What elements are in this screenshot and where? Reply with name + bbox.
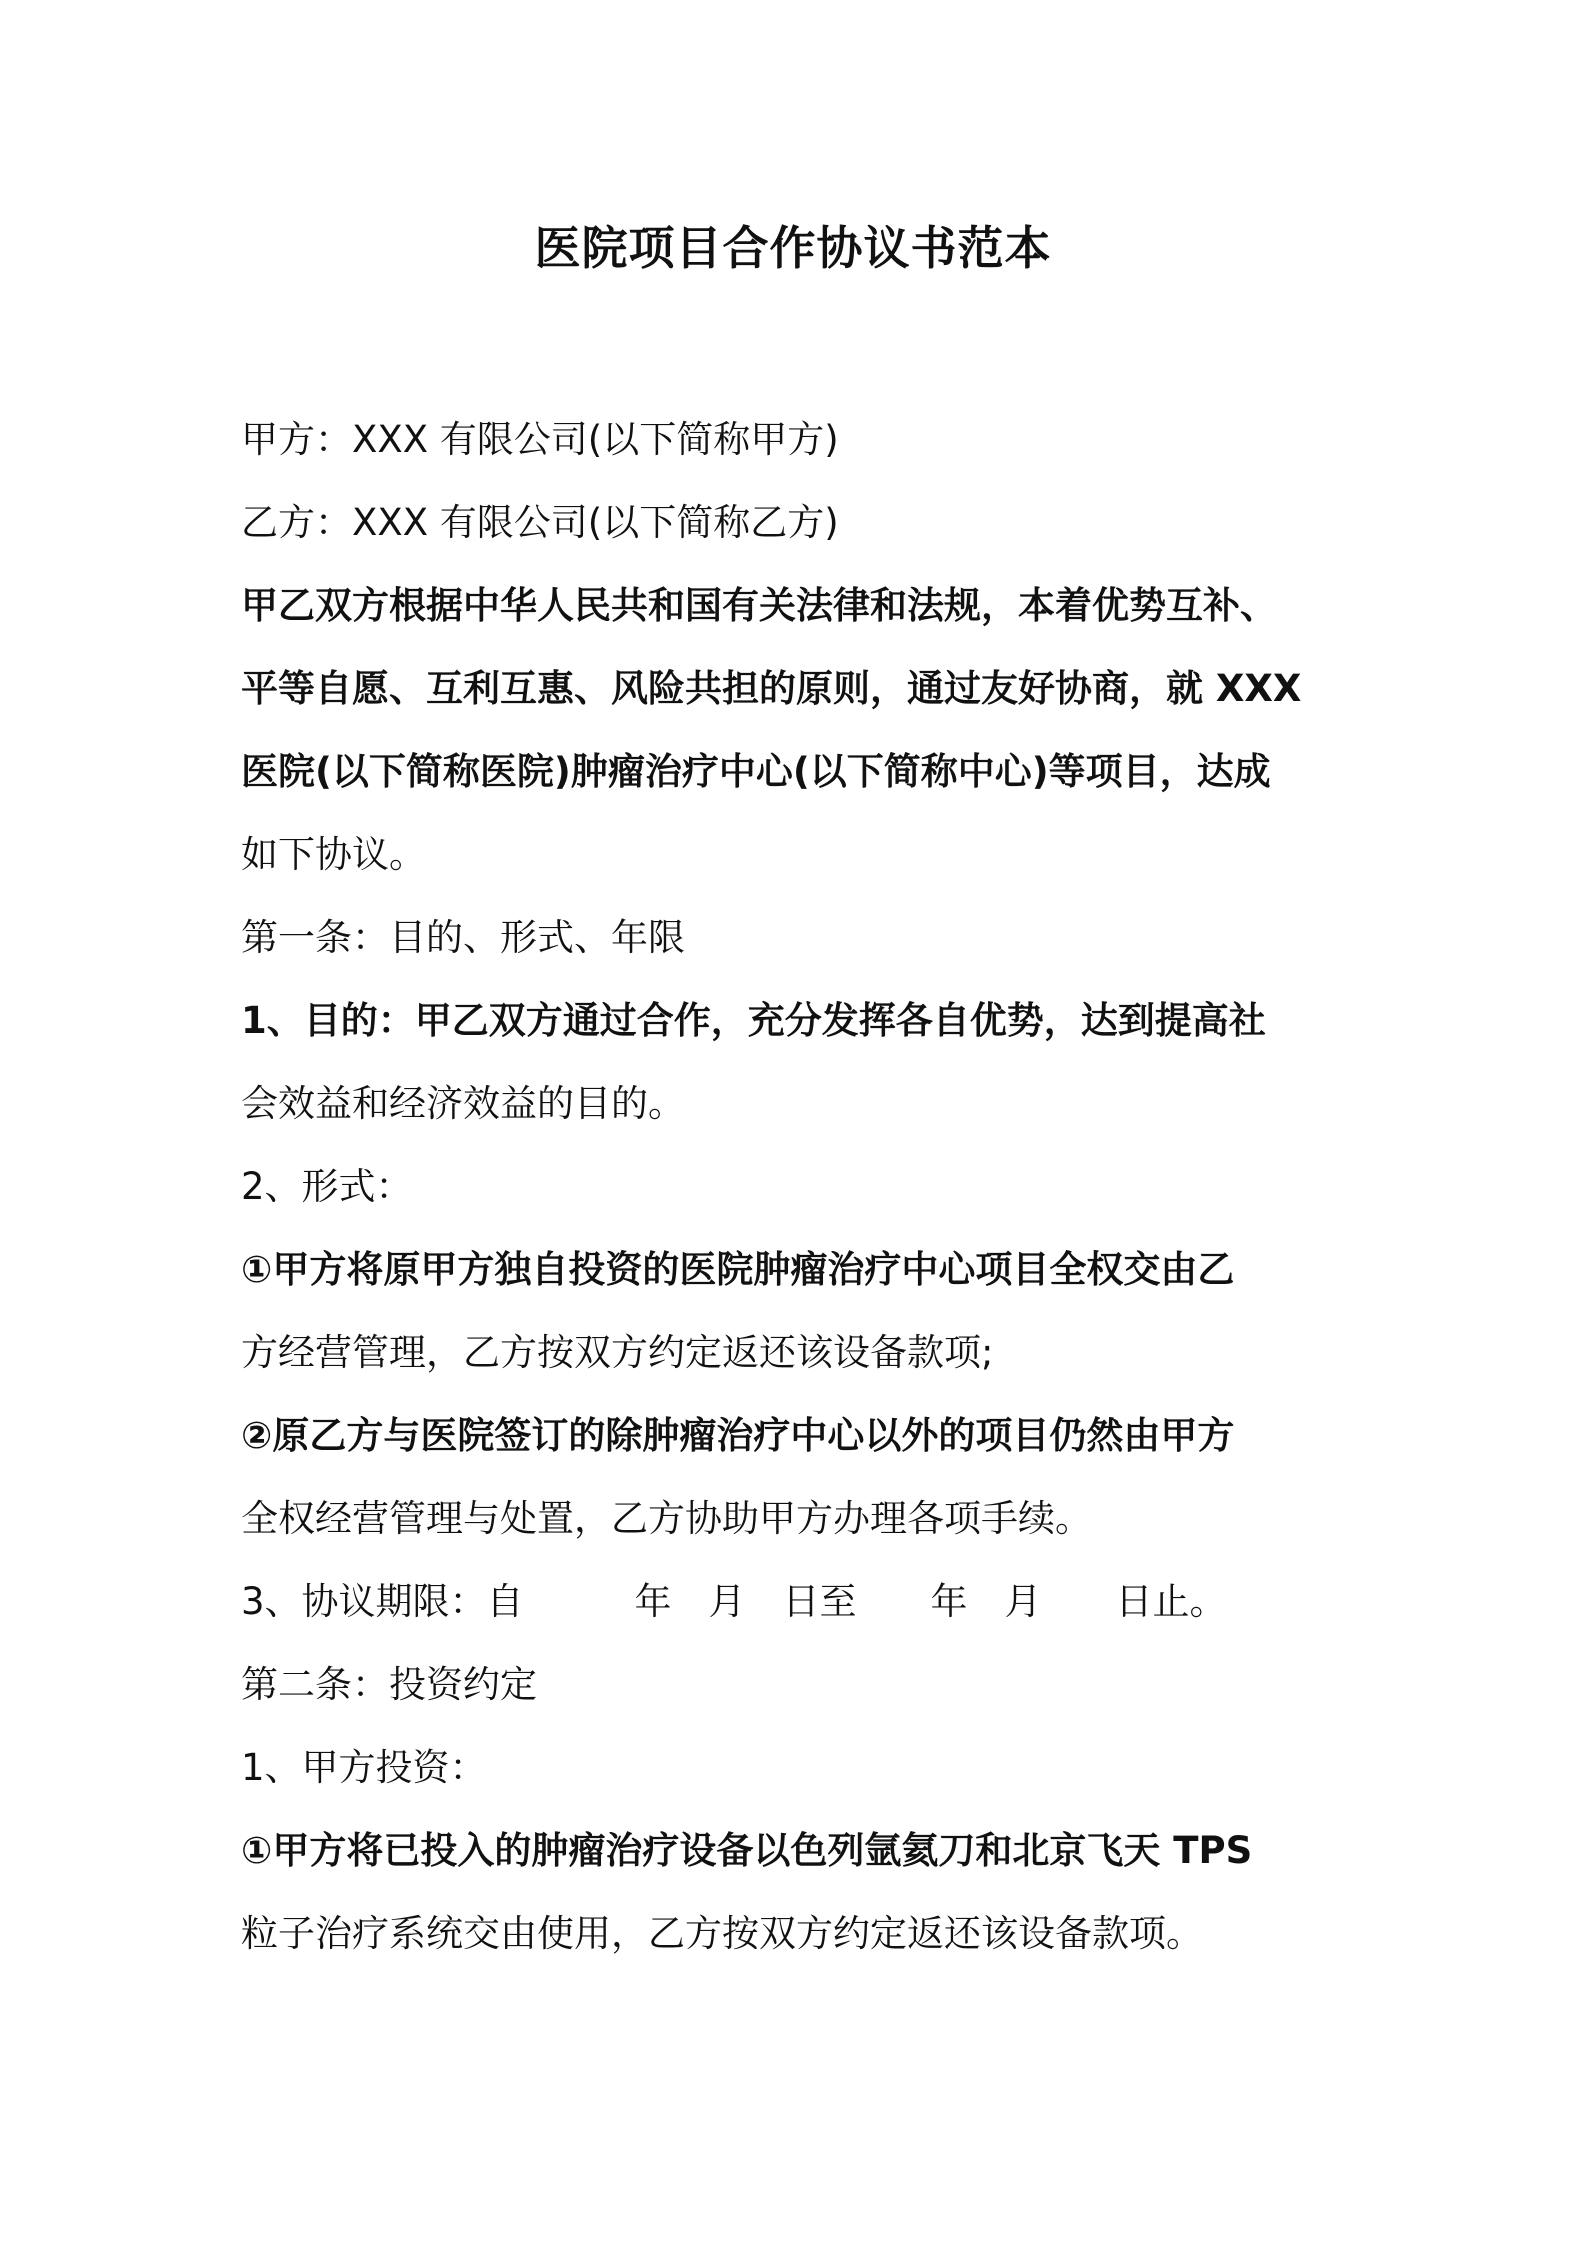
document-line: 全权经营管理与处置，乙方协助甲方办理各项手续。 <box>241 1497 1092 1540</box>
document-line: ①甲方将原甲方独自投资的医院肿瘤治疗中心项目全权交由乙 <box>241 1248 1235 1291</box>
document-line: 第一条：目的、形式、年限 <box>241 916 685 959</box>
document-line: 第二条：投资约定 <box>241 1663 537 1706</box>
document-body <box>241 398 1361 1975</box>
document-line: 医院(以下简称医院)肿瘤治疗中心(以下简称中心)等项目，达成 <box>241 750 1271 793</box>
document-line: ①甲方将已投入的肿瘤治疗设备以色列氩氦刀和北京飞天 TPS <box>241 1829 1253 1872</box>
document-title: 医院项目合作协议书范本 <box>534 221 1052 275</box>
document-line: ②原乙方与医院签订的除肿瘤治疗中心以外的项目仍然由甲方 <box>241 1414 1235 1457</box>
document-line: 甲乙双方根据中华人民共和国有关法律和法规，本着优势互补、 <box>241 584 1277 627</box>
document-line: 甲方：XXX 有限公司(以下简称甲方) <box>241 418 839 461</box>
document-line: 乙方：XXX 有限公司(以下简称乙方) <box>241 501 839 544</box>
document-line: 会效益和经济效益的目的。 <box>241 1082 685 1125</box>
document-line: 1、目的：甲乙双方通过合作，充分发挥各自优势，达到提高社 <box>241 999 1266 1042</box>
document-line: 1、甲方投资： <box>241 1746 487 1789</box>
document-line: 粒子治疗系统交由使用，乙方按双方约定返还该设备款项。 <box>241 1912 1203 1955</box>
document-line: 方经营管理，乙方按双方约定返还该设备款项; <box>241 1331 994 1374</box>
document-line: 2、形式： <box>241 1165 413 1208</box>
document-line: 如下协议。 <box>241 833 426 876</box>
document-line: 3、协议期限：自 年 月 日至 年 月 日止。 <box>241 1580 1227 1623</box>
document-line: 平等自愿、互利互惠、风险共担的原则，通过友好协商，就 XXX <box>241 667 1302 710</box>
